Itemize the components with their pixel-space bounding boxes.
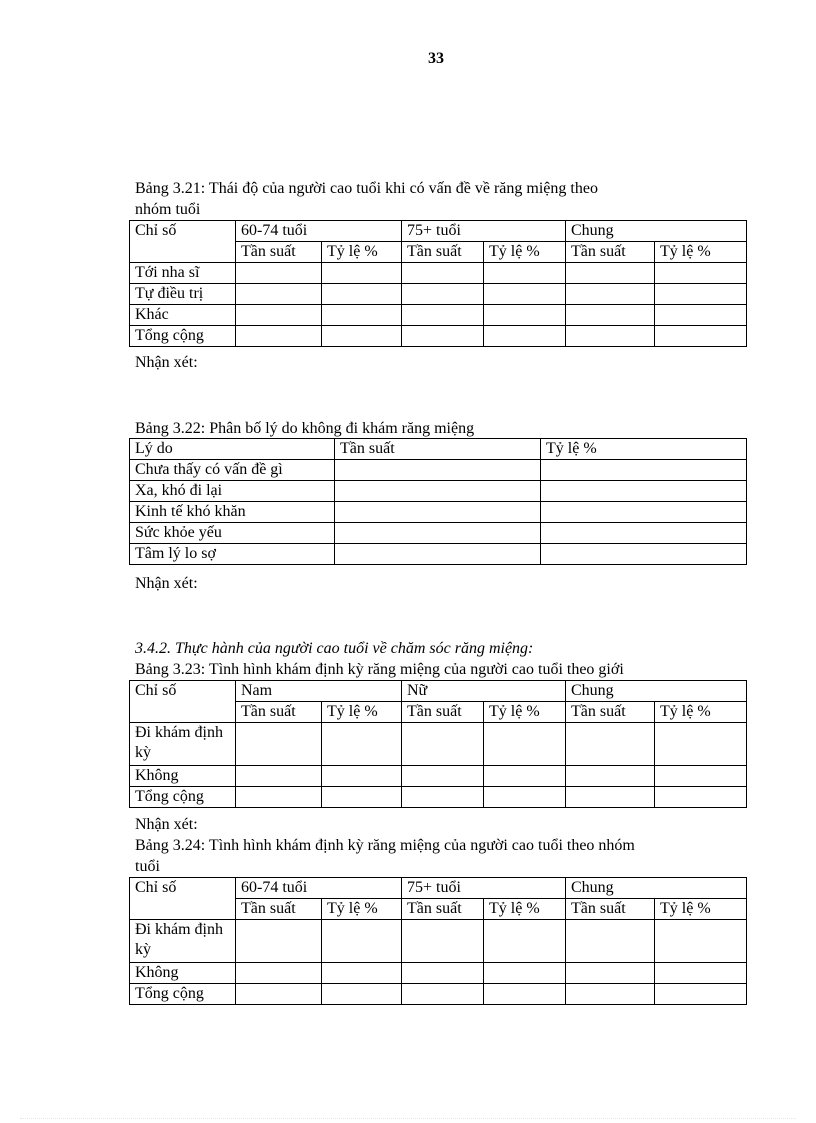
section-3-4-2-heading: 3.4.2. Thực hành của người cao tuổi về chăm sóc răng miệng: bbox=[135, 640, 534, 657]
table-row bbox=[130, 284, 747, 305]
table-cell bbox=[566, 963, 655, 984]
table-cell bbox=[402, 963, 484, 984]
table-cell bbox=[566, 787, 655, 808]
table-header-group: Chung bbox=[566, 681, 747, 702]
table-3-22-note: Nhận xét: bbox=[135, 575, 198, 592]
table-header-group: Nam bbox=[236, 681, 402, 702]
table-cell bbox=[236, 284, 322, 305]
table-header-group: Chung bbox=[566, 878, 747, 899]
table-cell bbox=[566, 263, 655, 284]
table-cell bbox=[322, 284, 402, 305]
table-cell bbox=[236, 920, 322, 963]
table-row bbox=[130, 544, 747, 565]
row-label: Sức khỏe yếu bbox=[130, 523, 335, 544]
table-subheader-pct: Tỷ lệ % bbox=[655, 899, 747, 920]
table-cell bbox=[484, 723, 566, 766]
table-cell bbox=[322, 263, 402, 284]
table-cell bbox=[322, 305, 402, 326]
row-label: Tới nha sĩ bbox=[130, 263, 236, 284]
table-cell bbox=[484, 305, 566, 326]
table-cell bbox=[566, 284, 655, 305]
table-3-21-note: Nhận xét: bbox=[135, 354, 198, 371]
table-row bbox=[130, 920, 747, 963]
table-cell bbox=[402, 723, 484, 766]
table-3-23-note: Nhận xét: bbox=[135, 816, 198, 833]
row-label: Chưa thấy có vấn đề gì bbox=[130, 460, 335, 481]
table-cell bbox=[322, 787, 402, 808]
table-header-group: 75+ tuổi bbox=[402, 878, 566, 899]
row-label: Khác bbox=[130, 305, 236, 326]
row-label: Tự điều trị bbox=[130, 284, 236, 305]
table-cell bbox=[236, 326, 322, 347]
table-subheader-freq: Tần suất bbox=[566, 702, 655, 723]
table-cell bbox=[655, 920, 747, 963]
table-cell bbox=[484, 284, 566, 305]
table-cell bbox=[541, 481, 747, 502]
table-cell bbox=[655, 263, 747, 284]
table-subheader-freq: Tần suất bbox=[566, 899, 655, 920]
table-cell bbox=[484, 984, 566, 1005]
table-header-group: 60-74 tuổi bbox=[236, 878, 402, 899]
row-label: Đi khám định kỳ bbox=[130, 920, 236, 963]
table-3-23-caption: Bảng 3.23: Tình hình khám định kỳ răng miệng của người cao tuổi theo giới bbox=[135, 661, 624, 678]
table-subheader-freq: Tần suất bbox=[402, 899, 484, 920]
table-header-group: Chung bbox=[566, 221, 747, 242]
table-cell bbox=[566, 984, 655, 1005]
table-cell bbox=[484, 963, 566, 984]
table-cell bbox=[655, 984, 747, 1005]
table-row bbox=[130, 460, 747, 481]
table-cell bbox=[402, 984, 484, 1005]
table-row bbox=[130, 984, 747, 1005]
table-row bbox=[130, 326, 747, 347]
table-cell bbox=[484, 326, 566, 347]
table-cell bbox=[402, 920, 484, 963]
table-cell bbox=[236, 263, 322, 284]
row-label: Tổng cộng bbox=[130, 984, 236, 1005]
table-row bbox=[130, 766, 747, 787]
row-label: Kinh tế khó khăn bbox=[130, 502, 335, 523]
table-subheader-pct: Tỷ lệ % bbox=[484, 702, 566, 723]
row-label: Tổng cộng bbox=[130, 787, 236, 808]
table-cell bbox=[541, 544, 747, 565]
row-label: Không bbox=[130, 963, 236, 984]
table-cell bbox=[655, 305, 747, 326]
table-cell bbox=[566, 920, 655, 963]
table-3-24-caption-line1: Bảng 3.24: Tình hình khám định kỳ răng miệng của người cao tuổi theo nhóm bbox=[135, 837, 635, 854]
row-label: Tâm lý lo sợ bbox=[130, 544, 335, 565]
table-cell bbox=[655, 787, 747, 808]
table-row bbox=[130, 502, 747, 523]
table-cell bbox=[566, 326, 655, 347]
table-3-22-caption: Bảng 3.22: Phân bố lý do không đi khám răng miệng bbox=[135, 420, 475, 437]
table-3-21-caption-line2: nhóm tuổi bbox=[135, 201, 201, 218]
table-row bbox=[130, 963, 747, 984]
table-3-24-caption-line2: tuổi bbox=[135, 858, 160, 875]
table-cell bbox=[236, 963, 322, 984]
table-cell bbox=[236, 305, 322, 326]
table-subheader-pct: Tỷ lệ % bbox=[655, 702, 747, 723]
table-header-pct: Tỷ lệ % bbox=[541, 439, 747, 460]
table-subheader-freq: Tần suất bbox=[236, 702, 322, 723]
page-bottom-rule bbox=[20, 1118, 796, 1119]
table-cell bbox=[335, 544, 541, 565]
row-label: Tổng cộng bbox=[130, 326, 236, 347]
table-cell bbox=[402, 787, 484, 808]
table-cell bbox=[236, 766, 322, 787]
table-subheader-freq: Tần suất bbox=[402, 242, 484, 263]
table-row bbox=[130, 787, 747, 808]
table-cell bbox=[322, 920, 402, 963]
table-cell bbox=[236, 723, 322, 766]
table-subheader-freq: Tần suất bbox=[566, 242, 655, 263]
table-cell bbox=[335, 460, 541, 481]
table-cell bbox=[402, 305, 484, 326]
table-cell bbox=[322, 326, 402, 347]
table-header-indicator: Chỉ số bbox=[130, 878, 236, 920]
table-cell bbox=[566, 766, 655, 787]
table-cell bbox=[541, 460, 747, 481]
table-subheader-pct: Tỷ lệ % bbox=[322, 899, 402, 920]
table-header-group: 60-74 tuổi bbox=[236, 221, 402, 242]
table-cell bbox=[335, 481, 541, 502]
table-cell bbox=[402, 263, 484, 284]
table-cell bbox=[236, 787, 322, 808]
table-subheader-freq: Tần suất bbox=[402, 702, 484, 723]
table-3-21 bbox=[129, 220, 747, 347]
table-subheader-pct: Tỷ lệ % bbox=[655, 242, 747, 263]
table-3-24-section bbox=[135, 835, 635, 877]
table-header-group: Nữ bbox=[402, 681, 566, 702]
table-cell bbox=[566, 305, 655, 326]
table-subheader-freq: Tần suất bbox=[236, 242, 322, 263]
table-cell bbox=[335, 502, 541, 523]
table-subheader-freq: Tần suất bbox=[236, 899, 322, 920]
table-cell bbox=[236, 984, 322, 1005]
table-header-reason: Lý do bbox=[130, 439, 335, 460]
table-cell bbox=[402, 766, 484, 787]
table-3-22 bbox=[129, 438, 747, 565]
row-label: Đi khám định kỳ bbox=[130, 723, 236, 766]
table-cell bbox=[484, 766, 566, 787]
table-header-freq: Tần suất bbox=[335, 439, 541, 460]
table-3-21-section bbox=[135, 178, 598, 220]
table-cell bbox=[655, 284, 747, 305]
table-cell bbox=[322, 766, 402, 787]
table-cell bbox=[484, 920, 566, 963]
table-row bbox=[130, 481, 747, 502]
table-subheader-pct: Tỷ lệ % bbox=[484, 899, 566, 920]
table-cell bbox=[322, 984, 402, 1005]
page-number: 33 bbox=[428, 50, 444, 67]
row-label: Xa, khó đi lại bbox=[130, 481, 335, 502]
table-cell bbox=[566, 723, 655, 766]
table-subheader-pct: Tỷ lệ % bbox=[322, 242, 402, 263]
table-header-indicator: Chỉ số bbox=[130, 681, 236, 723]
table-header-group: 75+ tuổi bbox=[402, 221, 566, 242]
table-cell bbox=[541, 523, 747, 544]
table-3-23 bbox=[129, 680, 747, 808]
table-subheader-pct: Tỷ lệ % bbox=[322, 702, 402, 723]
table-cell bbox=[322, 963, 402, 984]
table-row bbox=[130, 523, 747, 544]
table-cell bbox=[402, 326, 484, 347]
table-cell bbox=[402, 284, 484, 305]
table-cell bbox=[335, 523, 541, 544]
table-3-24 bbox=[129, 877, 747, 1005]
table-cell bbox=[541, 502, 747, 523]
table-3-21-caption-line1: Bảng 3.21: Thái độ của người cao tuổi khi có vấn đề về răng miệng theo bbox=[135, 180, 598, 197]
row-label: Không bbox=[130, 766, 236, 787]
table-row bbox=[130, 305, 747, 326]
table-cell bbox=[484, 787, 566, 808]
table-row bbox=[130, 263, 747, 284]
table-cell bbox=[655, 963, 747, 984]
table-header-indicator: Chỉ số bbox=[130, 221, 236, 263]
table-cell bbox=[655, 723, 747, 766]
table-row bbox=[130, 723, 747, 766]
table-cell bbox=[484, 263, 566, 284]
table-cell bbox=[322, 723, 402, 766]
table-cell bbox=[655, 766, 747, 787]
table-subheader-pct: Tỷ lệ % bbox=[484, 242, 566, 263]
table-cell bbox=[655, 326, 747, 347]
